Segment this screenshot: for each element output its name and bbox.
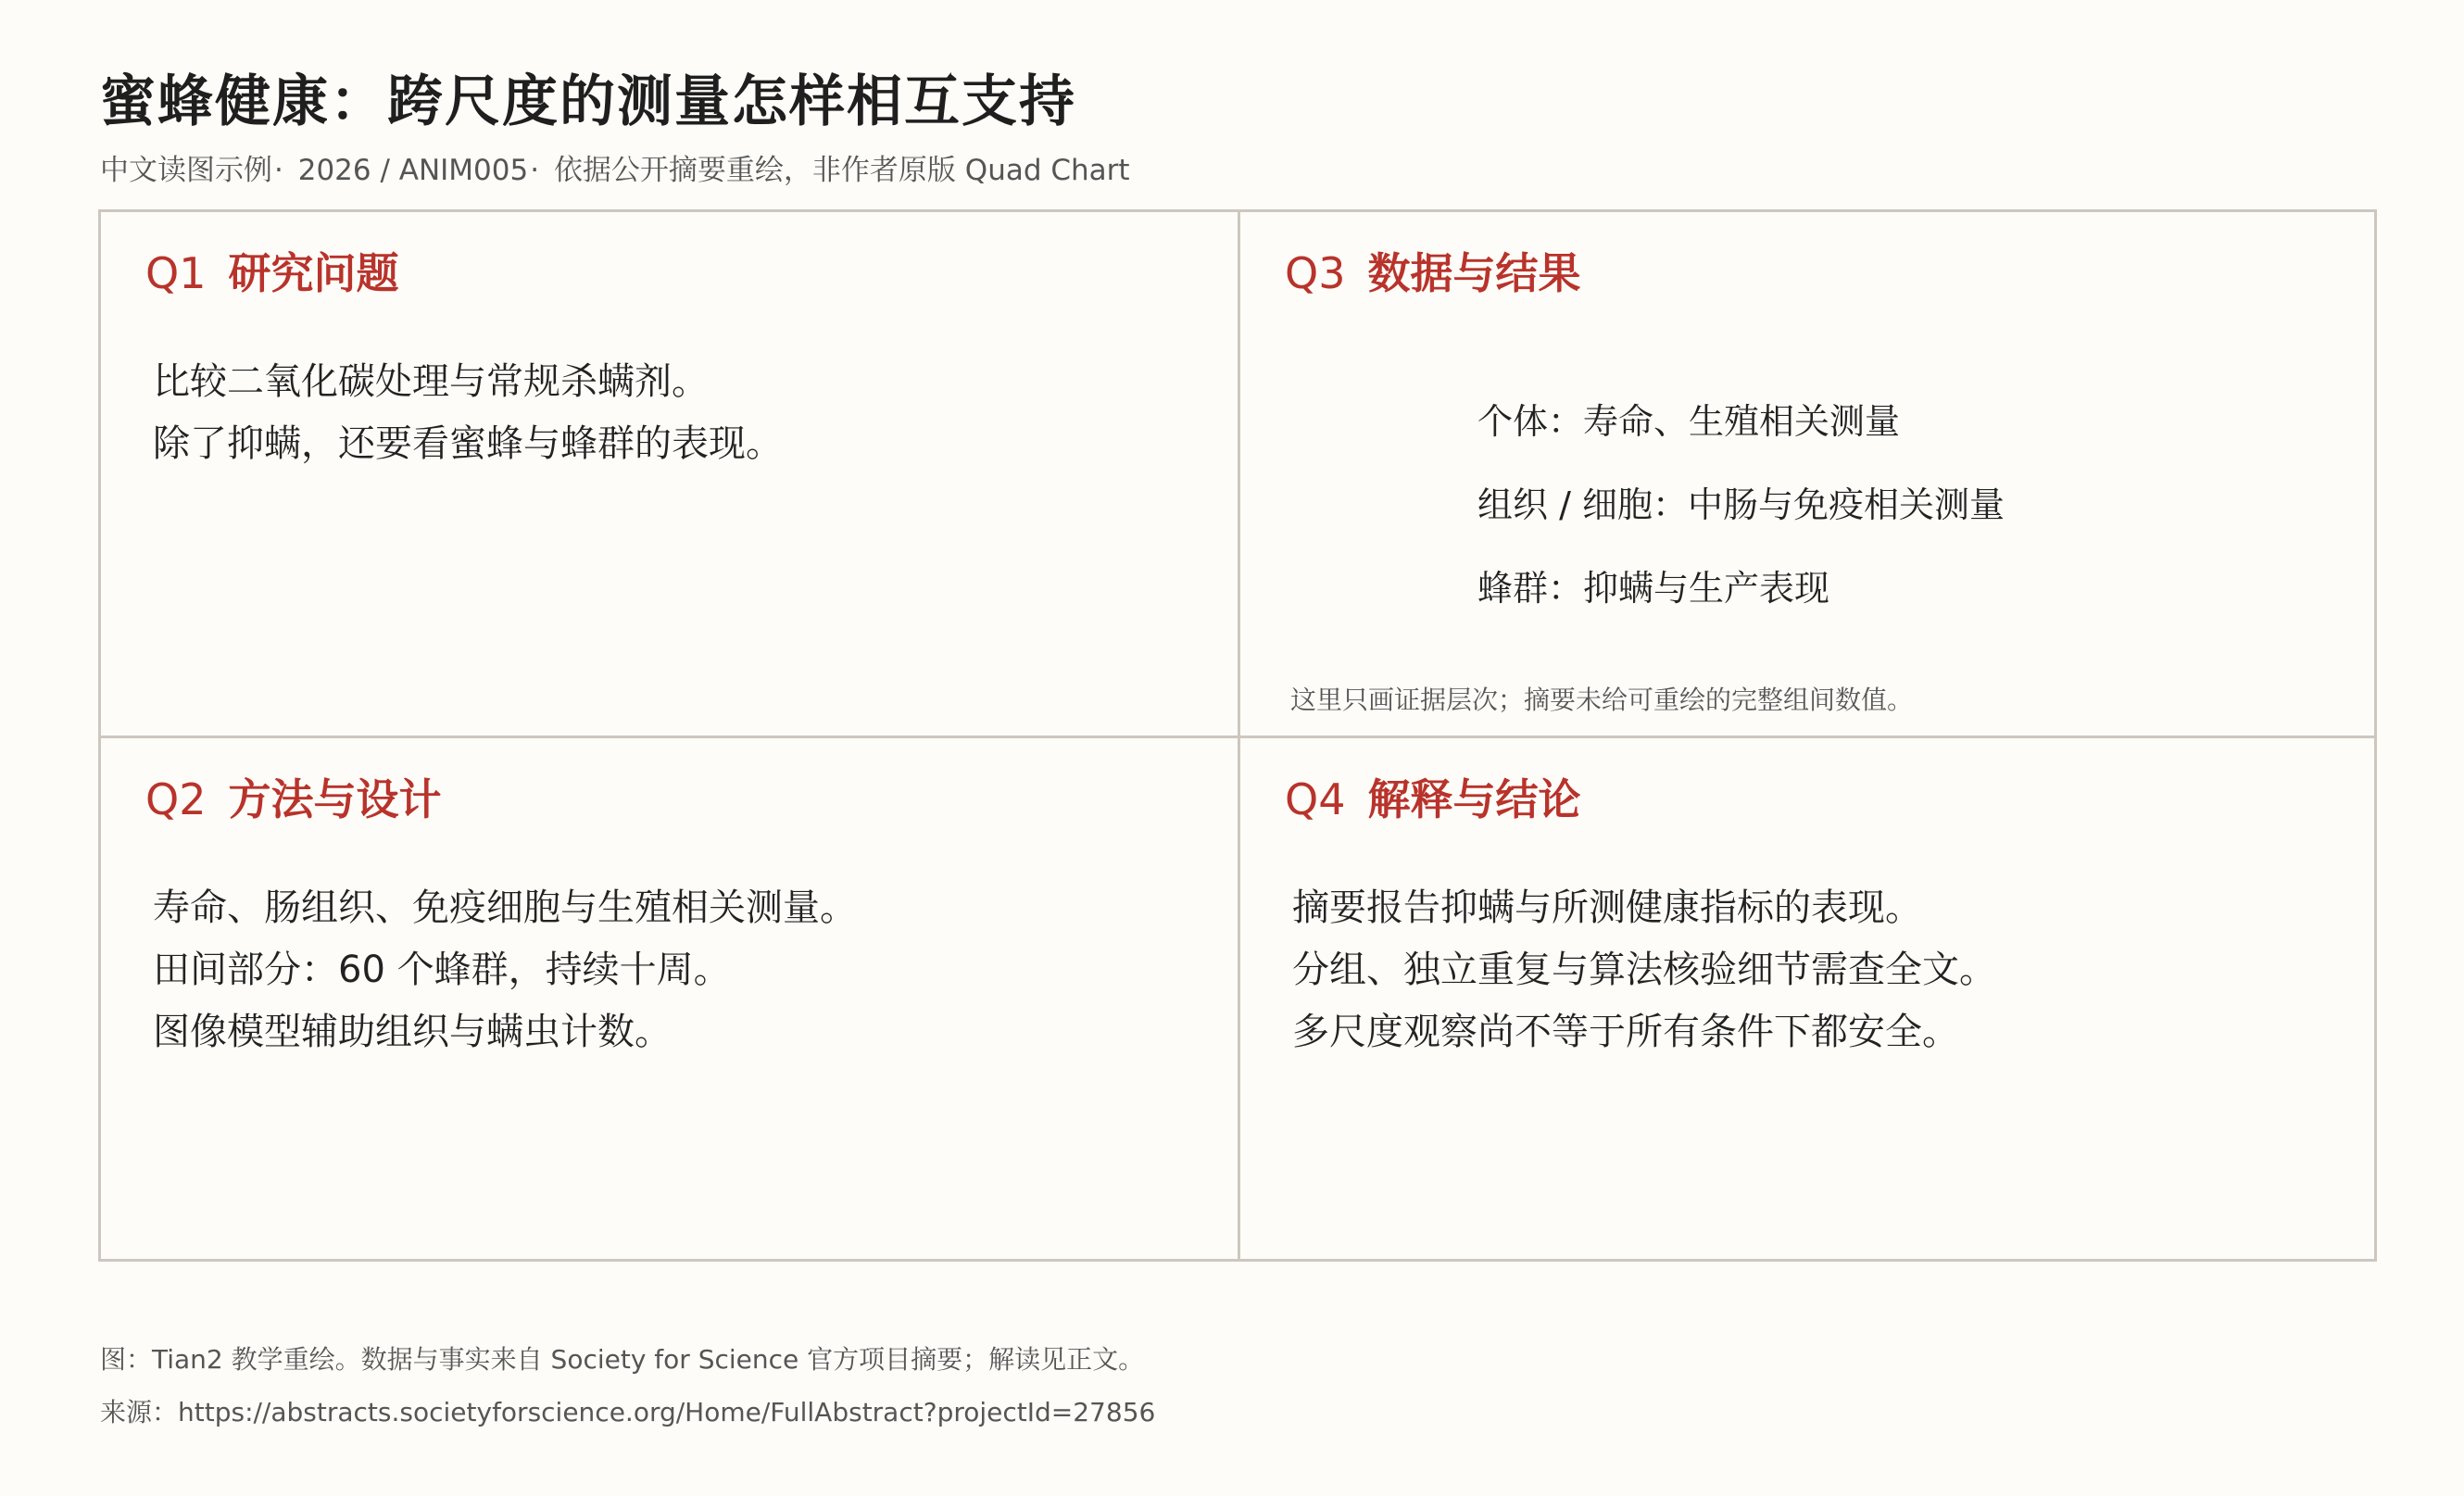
subtitle-separator: · <box>274 154 283 187</box>
quadrant-q4 <box>1240 738 2377 1262</box>
quadrant-q3 <box>1240 212 2377 735</box>
evidence-level-individual: 个体：寿命、生殖相关测量 <box>1477 401 1901 442</box>
body-line: 多尺度观察尚不等于所有条件下都安全。 <box>1292 1011 1959 1053</box>
quadrant-label: Q4 <box>1285 774 1346 824</box>
quadrant-body <box>1292 877 1996 1063</box>
quadrant-title: 解释与结论 <box>1367 774 1581 824</box>
quadrant-label: Q2 <box>145 774 207 824</box>
quadrant-note: 这里只画证据层次；摘要未给可重绘的完整组间数值。 <box>1290 685 1914 715</box>
body-line: 除了抑螨，还要看蜜蜂与蜂群的表现。 <box>153 422 783 465</box>
body-line: 比较二氧化碳处理与常规杀螨剂。 <box>153 360 709 403</box>
quadrant-q1 <box>101 212 1238 735</box>
quadrant-q2 <box>101 738 1238 1262</box>
body-line: 分组、独立重复与算法核验细节需查全文。 <box>1292 949 1996 991</box>
body-line: 田间部分：60 个蜂群，持续十周。 <box>153 949 731 991</box>
figure-caption: 图：Tian2 教学重绘。数据与事实来自 Society for Science 官方项目摘要；解读见正文。 <box>100 1344 1145 1375</box>
body-line: 寿命、肠组织、免疫细胞与生殖相关测量。 <box>153 886 857 929</box>
body-line: 图像模型辅助组织与螨虫计数。 <box>153 1011 672 1053</box>
quadrant-body <box>153 351 783 475</box>
quadrant-header <box>145 240 398 301</box>
page-subtitle <box>100 146 1130 188</box>
page-title: 蜜蜂健康：跨尺度的测量怎样相互支持 <box>100 69 1076 134</box>
evidence-levels <box>1477 393 2005 643</box>
evidence-level-tissue: 组织 / 细胞：中肠与免疫相关测量 <box>1477 484 2005 525</box>
quadrant-title: 数据与结果 <box>1367 248 1581 298</box>
quadrant-title: 研究问题 <box>228 248 399 298</box>
quadrant-header <box>145 766 441 827</box>
evidence-level-colony: 蜂群：抑螨与生产表现 <box>1477 568 1830 609</box>
quadrant-header <box>1285 766 1580 827</box>
quad-chart <box>98 209 2377 1262</box>
source-note: 来源：https://abstracts.societyforscience.org/Home/FullAbstract?projectId=27856 <box>100 1397 1156 1427</box>
body-line: 摘要报告抑螨与所测健康指标的表现。 <box>1292 886 1922 929</box>
quadrant-label: Q1 <box>145 248 207 298</box>
subtitle-part-3: 依据公开摘要重绘，非作者原版 Quad Chart <box>553 154 1130 187</box>
subtitle-part-2: 2026 / ANIM005 <box>297 154 529 187</box>
subtitle-separator: · <box>530 154 540 187</box>
quadrant-label: Q3 <box>1285 248 1346 298</box>
quadrant-title: 方法与设计 <box>228 774 442 824</box>
quadrant-body <box>153 877 857 1063</box>
subtitle-part-1: 中文读图示例 <box>100 154 272 187</box>
quadrant-header <box>1285 240 1580 301</box>
